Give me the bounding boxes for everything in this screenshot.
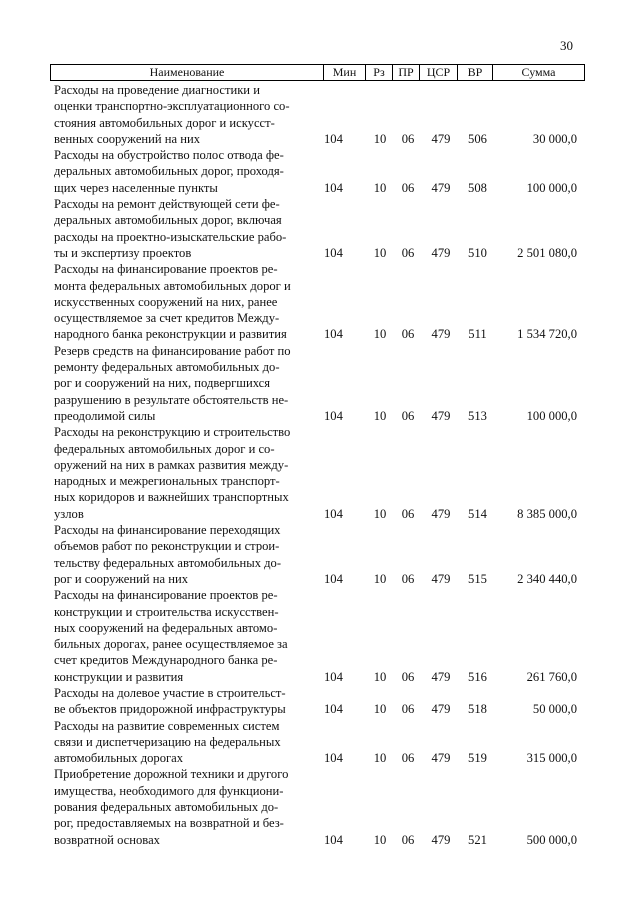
row-name: [54, 685, 316, 718]
row-sum: 100 000,0: [526, 180, 577, 195]
row-name: [54, 766, 316, 847]
row-min: 104: [324, 131, 343, 146]
table-row: [54, 522, 584, 587]
row-name-line: оценки транспортно-эксплуатационного со-: [54, 99, 290, 114]
row-name-line: узлов: [54, 506, 84, 521]
row-sum: 1 534 720,0: [517, 327, 577, 342]
row-rz: 10: [373, 245, 387, 260]
row-min: 104: [324, 506, 343, 521]
row-name-line: Резерв средств на финансирование работ по: [54, 343, 291, 358]
row-name-line: рования федеральных автомобильных до-: [54, 800, 279, 815]
row-name-line: щих через населенные пункты: [54, 180, 218, 195]
table-row: [54, 82, 584, 147]
row-sum: 2 340 440,0: [517, 571, 577, 586]
row-rz: 10: [373, 702, 387, 717]
table-body: [54, 82, 584, 848]
row-vr: 521: [468, 832, 487, 847]
row-vr: 515: [468, 571, 487, 586]
row-pr: 06: [401, 751, 415, 766]
row-min: 104: [324, 832, 343, 847]
row-name-line: народного банка реконструкции и развития: [54, 327, 287, 342]
table-header: [50, 64, 585, 81]
row-csr: 479: [431, 180, 451, 195]
row-min: 104: [324, 245, 343, 260]
row-name-line: конструкции и развития: [54, 669, 184, 684]
row-name-line: федеральных автомобильных дорог и со-: [54, 441, 275, 456]
row-min: 104: [324, 571, 343, 586]
row-name-line: преодолимой силы: [54, 408, 156, 423]
row-name-line: имущества, необходимого для функциони-: [54, 783, 284, 798]
row-csr: 479: [431, 669, 451, 684]
row-name-line: рог и сооружений на них: [54, 571, 188, 586]
row-sum: 500 000,0: [526, 832, 577, 847]
row-pr: 06: [401, 131, 415, 146]
row-name-line: венных сооружений на них: [54, 131, 201, 146]
row-rz: 10: [373, 669, 387, 684]
row-name-line: рог, предоставляемых на возвратной и без-: [54, 816, 284, 831]
row-vr: 516: [468, 669, 487, 684]
row-min: 104: [324, 327, 343, 342]
row-rz: 10: [373, 571, 387, 586]
row-name-line: Расходы на долевое участие в строительст-: [54, 685, 286, 700]
row-csr: 479: [431, 751, 451, 766]
row-name-line: Расходы на обустройство полос отвода фе-: [54, 148, 284, 163]
row-name-line: Расходы на финансирование проектов ре-: [54, 588, 278, 603]
row-name: [54, 196, 316, 261]
table-row: [54, 766, 584, 847]
row-name-line: возвратной основах: [54, 832, 160, 847]
row-name-line: расходы на проектно-изыскательские рабо-: [54, 229, 287, 244]
row-name: [54, 718, 316, 767]
header-rz: Рз: [365, 65, 392, 80]
row-min: 104: [324, 180, 343, 195]
row-name-line: Расходы на финансирование переходящих: [54, 523, 281, 538]
row-name-line: ных сооружений на федеральных автомо-: [54, 620, 278, 635]
row-vr: 518: [468, 702, 487, 717]
table-row: [54, 587, 584, 685]
row-name-line: Расходы на проведение диагностики и: [54, 83, 260, 97]
row-name-line: тельству федеральных автомобильных до-: [54, 555, 282, 570]
row-sum: 261 760,0: [526, 669, 577, 684]
row-name-line: объемов работ по реконструкции и строи-: [54, 539, 280, 554]
row-csr: 479: [431, 702, 451, 717]
header-name: Наименование: [149, 65, 225, 79]
row-sum: 100 000,0: [526, 408, 577, 423]
header-sum: Сумма: [492, 65, 584, 80]
row-csr: 479: [431, 327, 451, 342]
row-name-line: осуществляемое за счет кредитов Между-: [54, 311, 280, 326]
row-name-line: счет кредитов Международного банка ре-: [54, 653, 278, 668]
row-min: 104: [324, 702, 343, 717]
row-rz: 10: [373, 832, 387, 847]
row-pr: 06: [401, 327, 415, 342]
row-pr: 06: [401, 832, 415, 847]
row-rz: 10: [373, 751, 387, 766]
row-rz: 10: [373, 131, 387, 146]
row-name: [54, 424, 316, 522]
row-vr: 506: [468, 131, 487, 146]
row-rz: 10: [373, 408, 387, 423]
table-row: [54, 196, 584, 261]
row-name-line: деральных автомобильных дорог, проходя-: [54, 164, 284, 179]
table-row: [54, 718, 584, 767]
row-pr: 06: [401, 180, 415, 195]
row-name-line: деральных автомобильных дорог, включая: [54, 213, 282, 228]
row-sum: 30 000,0: [532, 131, 577, 146]
row-csr: 479: [431, 245, 451, 260]
row-min: 104: [324, 669, 343, 684]
row-name: [54, 82, 316, 147]
row-rz: 10: [373, 506, 387, 521]
row-vr: 513: [468, 408, 487, 423]
row-sum: 315 000,0: [526, 751, 577, 766]
row-vr: 510: [468, 245, 487, 260]
row-name: [54, 147, 316, 196]
row-vr: 519: [468, 751, 487, 766]
row-csr: 479: [431, 832, 451, 847]
header-min: Мин: [323, 65, 365, 80]
page-number: 30: [560, 38, 573, 53]
row-min: 104: [324, 751, 343, 766]
row-name: [54, 587, 316, 685]
row-pr: 06: [401, 408, 415, 423]
row-pr: 06: [401, 245, 415, 260]
row-name-line: связи и диспетчеризацию на федеральных: [54, 734, 281, 749]
row-name: [54, 343, 316, 424]
row-name-line: ве объектов придорожной инфраструктуры: [54, 702, 286, 717]
row-csr: 479: [431, 506, 451, 521]
table-row: [54, 261, 584, 342]
header-vr: ВР: [457, 65, 492, 80]
row-pr: 06: [401, 702, 415, 717]
row-sum: 50 000,0: [532, 702, 577, 717]
row-name-line: Расходы на финансирование проектов ре-: [54, 262, 278, 277]
row-name-line: разрушению в результате обстоятельств не-: [54, 392, 289, 407]
row-name-line: искусственных сооружений на них, ранее: [54, 294, 278, 309]
row-name: [54, 261, 316, 342]
row-name-line: монта федеральных автомобильных дорог и: [54, 278, 291, 293]
row-name-line: рог и сооружений на них, подвергшихся: [54, 376, 271, 391]
header-pr: ПР: [392, 65, 419, 80]
row-name-line: Расходы на развитие современных систем: [54, 718, 280, 733]
row-sum: 2 501 080,0: [517, 245, 577, 260]
table-row: [54, 685, 584, 718]
row-vr: 511: [468, 327, 487, 342]
row-csr: 479: [431, 408, 451, 423]
row-csr: 479: [431, 571, 451, 586]
table-row: [54, 147, 584, 196]
row-pr: 06: [401, 506, 415, 521]
row-rz: 10: [373, 327, 387, 342]
row-name-line: оружений на них в рамках развития между-: [54, 457, 289, 472]
row-rz: 10: [373, 180, 387, 195]
table-row: [54, 343, 584, 424]
row-name-line: Расходы на ремонт действующей сети фе-: [54, 197, 280, 212]
row-pr: 06: [401, 669, 415, 684]
row-csr: 479: [431, 131, 451, 146]
row-sum: 8 385 000,0: [517, 506, 577, 521]
row-name-line: ты и экспертизу проектов: [54, 245, 192, 260]
row-vr: 514: [468, 506, 487, 521]
row-name-line: Расходы на реконструкцию и строительство: [54, 425, 291, 440]
row-name-line: бильных дорогах, ранее осуществляемое за: [54, 637, 288, 652]
row-name-line: народных и межрегиональных транспорт-: [54, 474, 280, 489]
row-min: 104: [324, 408, 343, 423]
header-csr: ЦСР: [419, 65, 457, 80]
row-name-line: ных коридоров и важнейших транспортных: [54, 490, 289, 505]
row-pr: 06: [401, 571, 415, 586]
row-name-line: ремонту федеральных автомобильных до-: [54, 360, 280, 375]
row-name: [54, 522, 316, 587]
table-row: [54, 424, 584, 522]
row-name-line: стояния автомобильных дорог и искусст-: [54, 115, 275, 130]
row-name-line: Приобретение дорожной техники и другого: [54, 767, 289, 782]
row-name-line: автомобильных дорогах: [54, 751, 184, 766]
row-vr: 508: [468, 180, 487, 195]
row-name-line: конструкции и строительства искусствен-: [54, 604, 279, 619]
